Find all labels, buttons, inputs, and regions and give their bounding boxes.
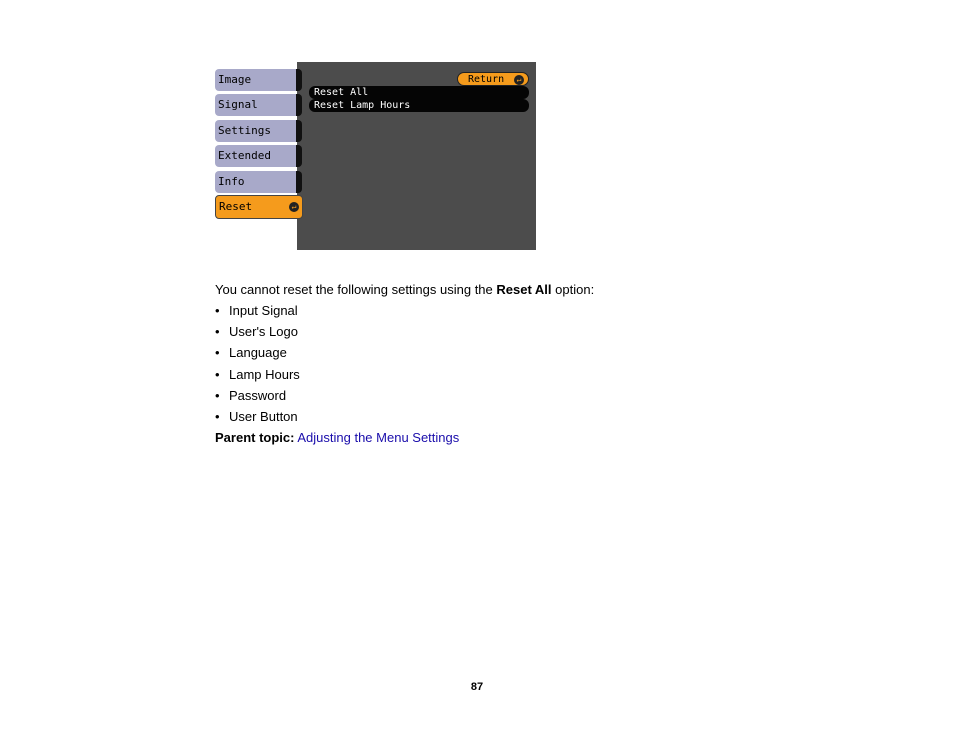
projector-menu-screenshot (213, 62, 537, 251)
intro-bold: Reset All (496, 282, 552, 297)
tab-signal[interactable] (215, 94, 298, 116)
tab-image[interactable] (215, 69, 298, 91)
intro-text-end: option: (551, 282, 595, 297)
list-item (215, 367, 300, 388)
parent-topic (215, 430, 459, 446)
bullet: • (215, 345, 220, 361)
menu-item-label: Reset Lamp Hours (314, 100, 411, 111)
page-number: 87 (470, 681, 484, 693)
intro-text: You cannot reset the following settings using the (215, 282, 497, 297)
list-item (215, 388, 300, 409)
parent-topic-link[interactable]: Adjusting the Menu Settings (297, 430, 460, 445)
list-item-text: User Button (229, 408, 298, 424)
enter-icon: ↵ (289, 202, 299, 212)
tab-info[interactable] (215, 171, 298, 193)
list-item-text: User's Logo (229, 324, 298, 340)
return-button[interactable] (457, 72, 529, 86)
list-item-text: Password (229, 387, 287, 403)
enter-icon: ↵ (514, 75, 524, 85)
tab-label: Image (218, 73, 252, 86)
tab-reset[interactable] (215, 195, 303, 219)
bullet: • (215, 387, 220, 403)
menu-item-reset-lamp-hours[interactable] (309, 99, 529, 112)
list-item-text: Input Signal (229, 303, 298, 318)
tab-settings[interactable] (215, 120, 298, 142)
bullet: • (215, 324, 220, 340)
settings-list (215, 303, 300, 430)
intro-paragraph (215, 282, 594, 298)
tab-label: Reset (219, 200, 253, 213)
tab-label: Info (218, 175, 245, 188)
list-item (215, 303, 300, 324)
tab-label: Extended (218, 149, 271, 162)
tab-extended[interactable] (215, 145, 298, 167)
list-item-text: Language (229, 345, 287, 361)
menu-item-reset-all[interactable] (309, 86, 529, 99)
menu-item-label: Reset All (314, 87, 369, 98)
parent-topic-label: Parent topic: (215, 430, 295, 445)
list-item-text: Lamp Hours (229, 366, 300, 382)
list-item (215, 345, 300, 366)
tab-label: Settings (218, 124, 271, 137)
bullet: • (215, 366, 220, 382)
bullet: • (215, 303, 220, 318)
tab-label: Signal (218, 98, 258, 111)
list-item (215, 409, 300, 430)
return-label: Return (468, 74, 505, 85)
list-item (215, 324, 300, 345)
bullet: • (215, 408, 220, 424)
